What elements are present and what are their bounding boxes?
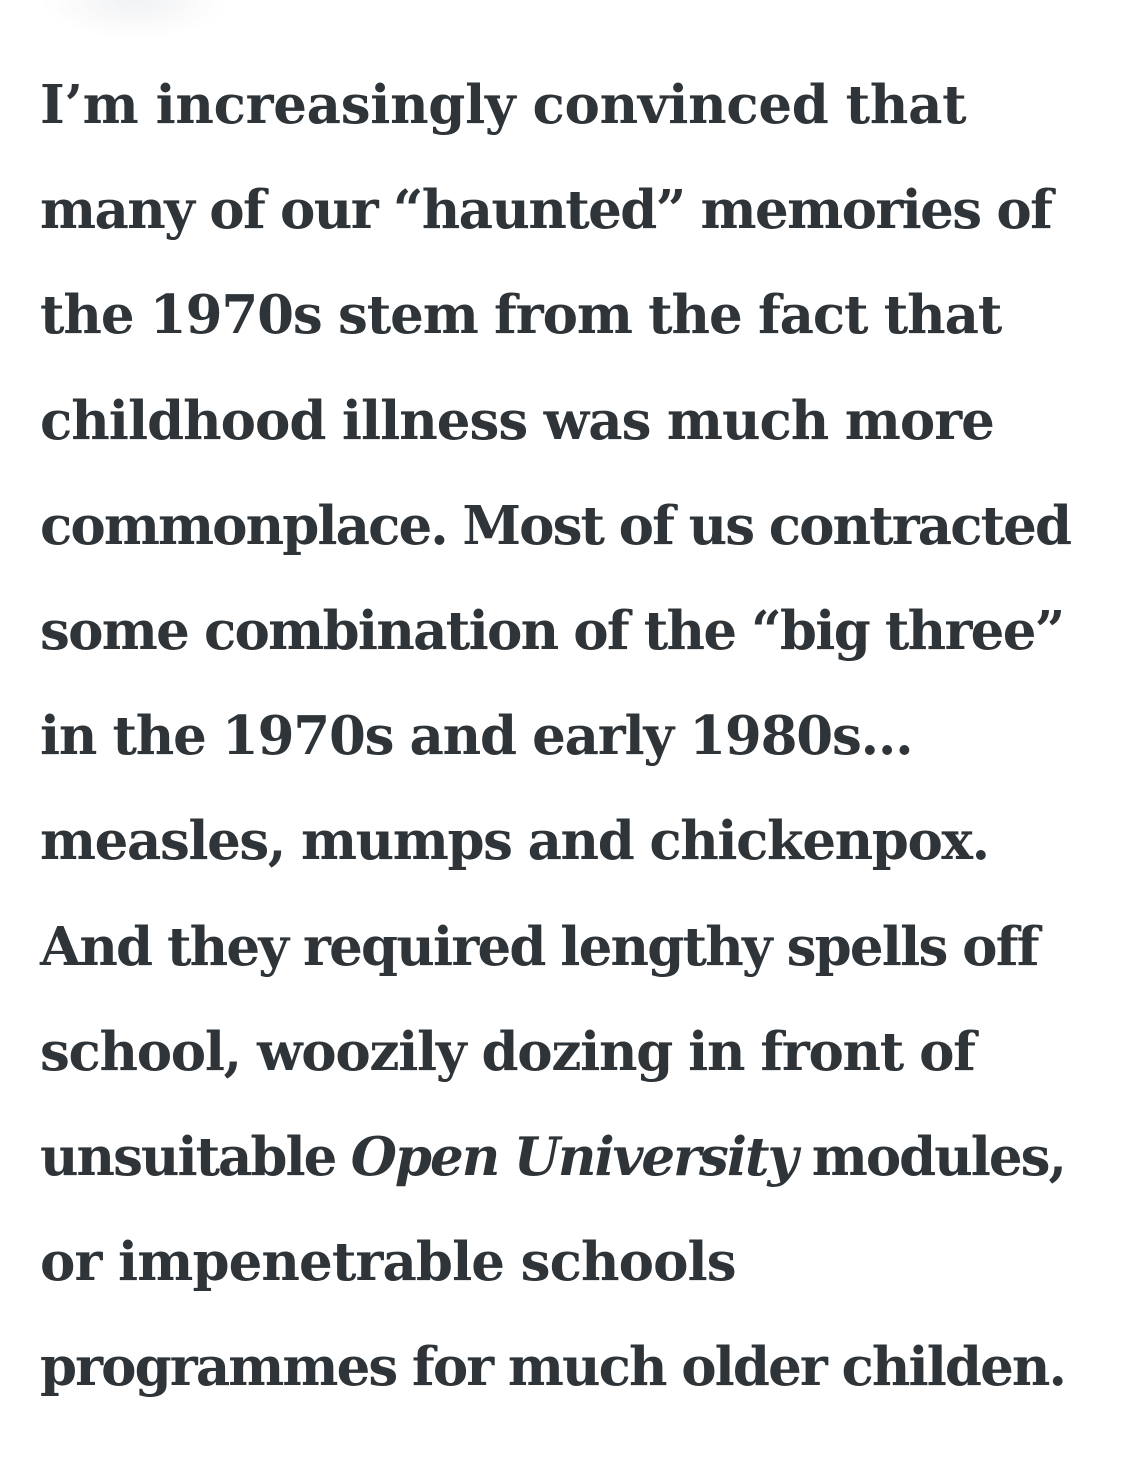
top-fade-decoration — [40, 0, 230, 40]
paragraph-line: school, woozily dozing in front of — [40, 1020, 975, 1083]
paragraph-line: commonplace. Most of us contracted — [40, 494, 1071, 557]
paragraph-line: programmes for much older childen. — [40, 1336, 1066, 1399]
paragraph-line: measles, mumps and chickenpox. — [40, 810, 989, 873]
paragraph-line — [40, 1105, 1100, 1210]
paragraph-line: childhood illness was much more — [40, 389, 994, 452]
paragraph-line: or impenetrable schools — [40, 1231, 736, 1294]
paragraph-line: in the 1970s and early 1980s… — [40, 705, 913, 768]
paragraph-line: I’m increasingly convinced that — [40, 74, 967, 136]
italic-title: Open University — [350, 1125, 797, 1188]
article-paragraph — [40, 53, 1100, 1420]
paragraph-line: some combination of the “big three” — [40, 599, 1064, 662]
paragraph-line: many of our “haunted” memories of — [40, 179, 1052, 242]
paragraph-line: the 1970s stem from the fact that — [40, 284, 1002, 347]
line-text: unsuitable — [40, 1125, 351, 1188]
paragraph-line: And they required lengthy spells off — [40, 915, 1038, 978]
line-text: modules, — [796, 1125, 1065, 1188]
